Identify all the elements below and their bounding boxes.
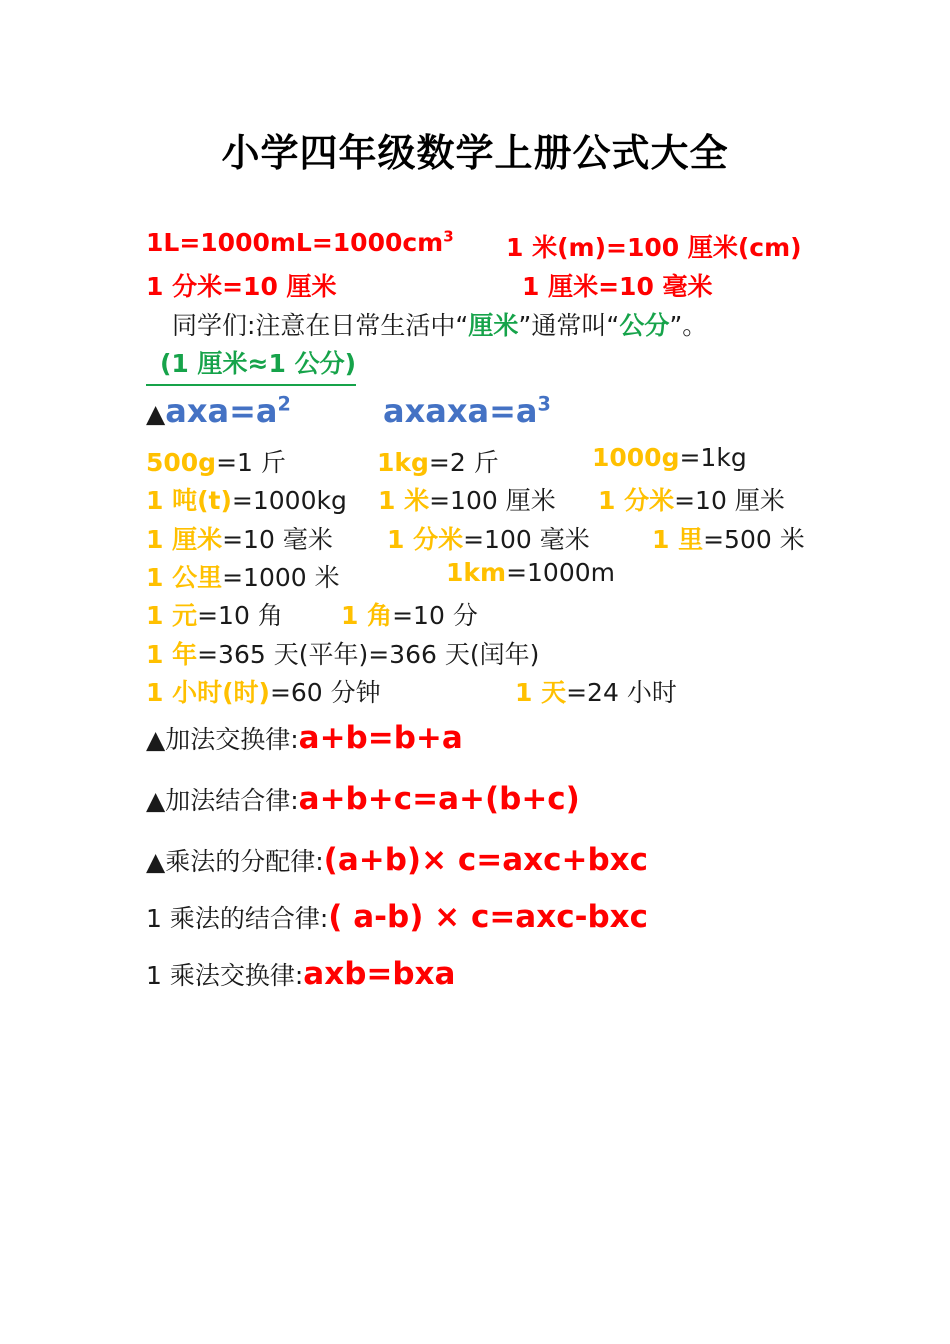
square-formula: axa=a	[165, 392, 278, 430]
law-label: 1 乘法交换律:	[146, 961, 304, 990]
unit-item: 1 公里=1000 米	[146, 563, 340, 592]
unit-item: 1 吨(t)=1000kg	[146, 486, 347, 515]
law-label: 1 乘法的结合律:	[146, 904, 329, 933]
unit-item: 1 小时(时)=60 分钟	[146, 678, 381, 707]
meter-conversion: 1 米(m)=100 厘米(cm)	[506, 233, 802, 262]
unit-item: 1 元=10 角	[146, 601, 283, 630]
law-row	[146, 956, 455, 992]
unit-item: 1000g=1kg	[592, 443, 747, 472]
unit-item: 1km=1000m	[446, 558, 616, 587]
triangle-marker-icon: ▲	[146, 399, 166, 428]
law-formula: axb=bxa	[303, 956, 456, 992]
law-formula: ( a-b) × c=axc-bxc	[328, 899, 649, 935]
cube-exponent: 3	[537, 392, 551, 416]
law-row	[146, 842, 648, 878]
volume-conversion	[146, 228, 454, 257]
law-row	[146, 899, 648, 935]
unit-item: 1 米=100 厘米	[378, 486, 556, 515]
page-title: 小学四年级数学上册公式大全	[221, 131, 729, 175]
note-middle: ”通常叫“	[518, 311, 620, 340]
unit-item: 1 分米=100 毫米	[387, 525, 590, 554]
law-formula: a+b=b+a	[298, 720, 463, 756]
note-term-gongfen: 公分	[619, 311, 670, 340]
unit-item: 1 里=500 米	[652, 525, 805, 554]
unit-item: 1 分米=10 厘米	[598, 486, 785, 515]
law-label: ▲乘法的分配律:	[146, 847, 324, 876]
powers-line	[146, 392, 291, 430]
law-label: ▲加法交换律:	[146, 725, 299, 754]
law-row	[146, 720, 463, 756]
law-formula: a+b+c=a+(b+c)	[298, 781, 580, 817]
cube-formula: axaxa=a	[383, 392, 538, 430]
unit-item: 1 角=10 分	[341, 601, 478, 630]
volume-conversion-text: 1L=1000mL=1000cm	[146, 228, 444, 257]
decimeter-conversion: 1 分米=10 厘米	[146, 272, 337, 301]
unit-item: 1 天=24 小时	[515, 678, 677, 707]
unit-item: 1kg=2 斤	[377, 448, 499, 477]
note-approximation: (1 厘米≈1 公分)	[146, 344, 356, 386]
note-prefix: 同学们:注意在日常生活中“	[172, 311, 469, 340]
unit-item: 1 年=365 天(平年)=366 天(闰年)	[146, 640, 540, 669]
note-line	[172, 306, 707, 342]
note-term-cm: 厘米	[468, 311, 519, 340]
volume-conversion-exponent: 3	[443, 227, 454, 246]
note-suffix: ”。	[669, 311, 708, 340]
law-formula: (a+b)× c=axc+bxc	[323, 842, 649, 878]
cube-line	[383, 392, 551, 430]
square-exponent: 2	[277, 392, 291, 416]
law-row	[146, 781, 580, 817]
centimeter-conversion: 1 厘米=10 毫米	[522, 272, 713, 301]
unit-item: 1 厘米=10 毫米	[146, 525, 333, 554]
unit-item: 500g=1 斤	[146, 448, 286, 477]
law-label: ▲加法结合律:	[146, 786, 299, 815]
